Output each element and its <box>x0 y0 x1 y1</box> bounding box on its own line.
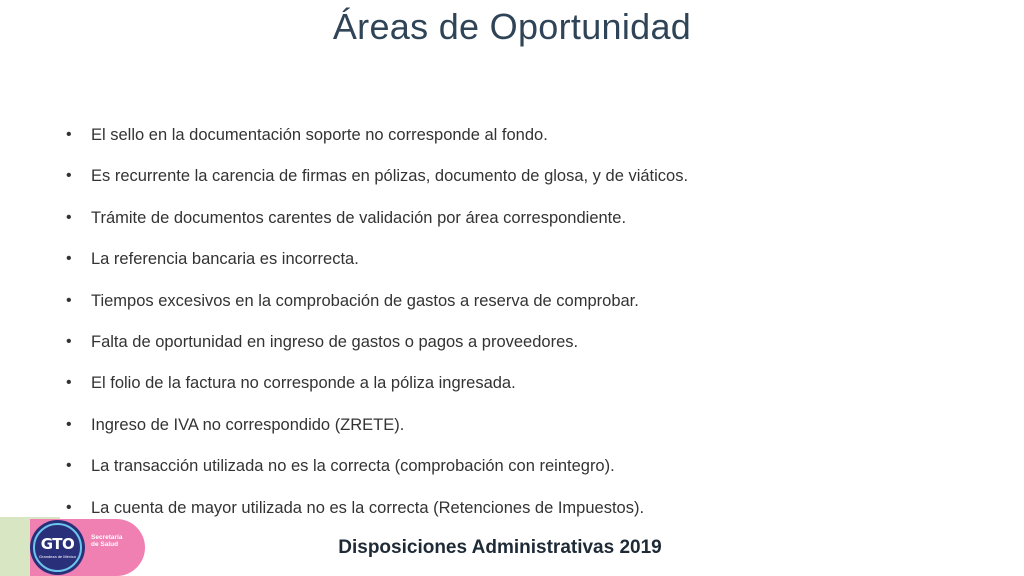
bullet-text: El sello en la documentación soporte no corresponde al fondo. <box>91 126 548 144</box>
bullet-dot: • <box>66 208 72 226</box>
slide-title: Áreas de Oportunidad <box>332 6 692 47</box>
bullet-dot: • <box>66 250 72 268</box>
bullet-text: La referencia bancaria es incorrecta. <box>91 250 359 269</box>
bullet-dot: • <box>66 415 72 433</box>
bullet-text: Ingreso de IVA no correspondido (ZRETE). <box>91 415 405 434</box>
bullet-item <box>66 497 966 538</box>
bullet-item <box>66 207 966 248</box>
footer-title <box>0 537 1000 559</box>
bullet-text: Falta de oportunidad en ingreso de gastos o pagos a proveedores. <box>91 332 579 351</box>
logo-text-line1: Secretaría <box>91 534 123 541</box>
bullet-text: La cuenta de mayor utilizada no es la correcta (Retenciones de Impuestos). <box>91 498 645 517</box>
bullet-dot: • <box>66 374 72 392</box>
bullet-item <box>66 455 966 496</box>
bullet-dot: • <box>66 167 72 185</box>
footer-title-text: Disposiciones Administrativas 2019 <box>338 537 662 558</box>
bullet-dot: • <box>66 126 72 143</box>
bullet-item <box>66 124 966 165</box>
bullet-text: Es recurrente la carencia de firmas en pólizas, documento de glosa, y de viáticos. <box>91 167 689 186</box>
bullet-dot: • <box>66 332 72 350</box>
bullet-item <box>66 165 966 206</box>
logo-mark: GTO <box>40 535 75 553</box>
bullet-text: La transacción utilizada no es la correcta (comprobación con reintegro). <box>91 457 615 476</box>
bullet-item <box>66 331 966 372</box>
bullet-text: Tiempos excesivos en la comprobación de gastos a reserva de comprobar. <box>91 291 639 310</box>
logo-text-line2: de Salud <box>91 541 119 548</box>
bullet-text: El folio de la factura no corresponde a la póliza ingresada. <box>91 374 516 393</box>
bullet-item <box>66 290 966 331</box>
bullet-list <box>66 124 966 538</box>
logo-subtitle: Grandeza de México <box>39 554 76 559</box>
bullet-dot: • <box>66 291 72 309</box>
bullet-text: Trámite de documentos carentes de validación por área correspondiente. <box>91 208 627 227</box>
bullet-item <box>66 372 966 413</box>
bullet-item <box>66 414 966 455</box>
bullet-dot: • <box>66 498 72 516</box>
bullet-item <box>66 248 966 289</box>
bullet-dot: • <box>66 457 72 475</box>
